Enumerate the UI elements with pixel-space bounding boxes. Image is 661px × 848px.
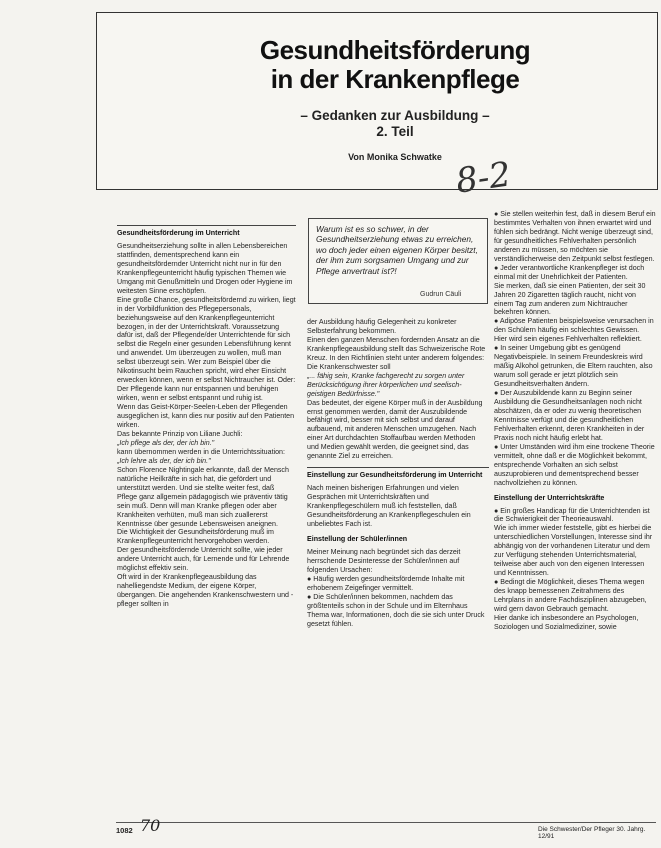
page-number: 1082	[116, 826, 133, 835]
bullet-item: ● Häufig werden gesundheitsfördernde Inhalte mit erhobenem Zeigefinger vermittelt.	[307, 574, 465, 592]
paragraph: Schon Florence Nightingale erkannte, daß der Mensch natürliche Heilkräfte in sich hat, die gefördert und unterstützt werden. Und sie stellte weiter fest, daß Pflege ganz allgemein pädagogisch wie präventiv tätig sein muß. Denn will man Kranke pflegen oder aber Krankheiten verhüten, muß man sich zuallererst Kenntnisse über gesunde Lebensweisen aneignen.	[117, 465, 289, 528]
article-header	[160, 36, 630, 162]
article-subtitle	[160, 108, 630, 140]
bullet-item: ● Bedingt die Möglichkeit, dieses Thema wegen des knapp bemessenen Zeitrahmens des Lehrplans in andere Fachdisziplinen abzugeben, wird gern davon Gebrauch gemacht.	[494, 578, 647, 613]
bullet-item: ● Ein großes Handicap für die Unterrichtenden ist die Schwierigkeit der Theorieauswahl.	[494, 506, 650, 524]
title-line-1: Gesundheitsförderung	[259, 35, 531, 65]
paragraph: Wie ich immer wieder feststelle, gibt es hierbei die unterschiedlichen Vorstellungen, Interesse sind ihr abhängig von der vorhandenen Literatur und dem zur Verfügung stehenden Unterrichtsmaterial, teilweise aber auch von den eigenen Interessen und Kenntnissen.	[494, 524, 653, 578]
footer-rule	[116, 822, 656, 823]
bullet-item: ● Die Schüler/innen bekommen, nachdem das größtenteils schon in der Schule und im Elternhaus Thema war, Informationen, doch die sie sich unter Druck gesetzt fühlen.	[307, 592, 485, 628]
article-title	[160, 36, 630, 94]
inline-quote: „... fähig sein, Kranke fachgerecht zu sorgen unter Berücksichtigung ihrer körperlichen und seelisch-geistigen Bedürfnisse."	[307, 371, 465, 398]
paragraph: Hier danke ich insbesondere an Psychologen, Soziologen und Sozialmediziner, sowie	[494, 613, 639, 631]
paragraph: der Ausbildung häufig Gelegenheit zu konkreter Selbsterfahrung bekommen.	[307, 318, 457, 335]
paragraph: Eine große Chance, gesundheitsfördernd zu wirken, liegt in der Vorbildfunktion des Pflegepersonals, beziehungsweise auf den Krankenpflegeunterricht bezogen, in der der Unterrichtskraft. Voraussetzung dafür ist, daß der Pflegende/der Unterrichtende für sich selbst die Regeln einer gesunden Lebensführung kennt und anwendet. Um überzeugen zu wollen, muß man selbst überzeugt sein. Wer zum Beispiel über die Nikotinsucht beim Rauchen spricht, wird eher Einsicht erwecken können, wenn er selbst Nichtraucher ist. Oder: Der Pflegende kann nur entspannen und beruhigen wirken, wenn er selbst entspannt und ruhig ist.	[117, 295, 296, 403]
paragraph: Meiner Meinung nach begründet sich das derzeit herrschende Desinteresse der Schüler/innen auf folgenden Ursachen:	[307, 547, 461, 574]
bullet-item: ● Sie stellen weiterhin fest, daß in diesem Beruf ein bestimmtes Verhalten von ihnen erwartet wird und fühlen sich bedrängt. Nicht wenige überzeugt sind, für gesundheitliches Fehlverhalten persönlich anderen zu müssen, so möchten sie verständlicherweise den Zeitpunkt selbst festlegen.	[494, 210, 656, 263]
paragraph: Hier wird sein eigenes Fehlverhalten reflektiert.	[494, 335, 642, 344]
bullet-item: ● Adipöse Patienten beispielsweise verursachen in den Schülern häufig ein schlechtes Gewissen.	[494, 317, 654, 335]
inline-quote: „Ich pflege als der, der ich bin."	[117, 438, 215, 447]
subtitle-line-2: 2. Teil	[376, 124, 414, 139]
bullet-item: ● Jeder verantwortliche Krankenpfleger ist doch einmal mit der Unehrlichkeit der Patienten.	[494, 263, 645, 281]
author-byline: Von Monika Schwatke	[348, 152, 442, 162]
inline-quote: „Ich lehre als der, der ich bin."	[117, 456, 211, 465]
column-1	[117, 225, 296, 812]
paragraph: Einen den ganzen Menschen fordernden Ansatz an die Krankenpflegeausbildung stellt das Schweizerische Rote Kreuz. In den Richtlinien steht unter anderem folgendes:	[307, 335, 486, 362]
paragraph: Wenn das Geist-Körper-Seelen-Leben der Pflegenden ausgeglichen ist, kann dies nur positiv auf den Patienten wirken.	[117, 403, 295, 430]
paragraph: Gesundheitserziehung sollte in allen Lebensbereichen stattfinden, dementsprechend kann ein gesundheitsfördernder Unterricht nicht nur in für den Krankenpflegeunterricht häufig typischen Themen wie Umgang mit Genußmitteln und Drogen oder Hygiene im weitesten Sinne erschöpfen.	[117, 241, 293, 295]
section-heading: Gesundheitsförderung im Unterricht	[117, 225, 296, 238]
paragraph: Die Krankenschwester soll	[307, 362, 391, 371]
title-line-2: in der Krankenpflege	[270, 64, 520, 94]
pull-quote-author: Gudrun Cäuli	[420, 291, 462, 298]
paragraph: Nach meinen bisherigen Erfahrungen und vielen Gesprächen mit Unterrichtskräften und Krankenpflegeschülern muß ich feststellen, daß Gesundheitsförderung an Krankenpflegeschulen ein unbeliebtes Fach ist.	[307, 484, 471, 529]
handwritten-page-mark: 70	[140, 816, 161, 835]
section-heading: Einstellung der Unterrichtskräfte	[494, 493, 605, 502]
paragraph: Das bekannte Prinzip von Liliane Juchli:	[117, 429, 243, 438]
paragraph: kann übernommen werden in die Unterrichtssituation:	[117, 447, 285, 456]
subtitle-line-1: – Gedanken zur Ausbildung –	[300, 108, 490, 123]
paragraph: Die Wichtigkeit der Gesundheitsförderung muß im Krankenpflegeunterricht hervorgehoben werden.	[117, 528, 274, 546]
section-heading: Einstellung zur Gesundheitsförderung im Unterricht	[307, 467, 489, 480]
bullet-item: ● Der Auszubildende kann zu Beginn seiner Ausbildung die Gesundheitsanlagen noch nicht abschätzen, da er oder zu wenig theoretischen Kenntnisse verfügt und die gesundheitlichen Fehlverhalten erkennt, deren Krankheiten in der Praxis noch nicht häufig erlebt hat.	[494, 389, 645, 442]
section-heading: Einstellung der Schüler/innen	[307, 534, 408, 543]
paragraph: Oft wird in der Krankenpflegeausbildung das nahelliegendste Medium, der eigene Körper, übergangen. Die angehenden Krankenschwestern und -pfleger sollten in	[117, 573, 294, 609]
column-2	[307, 318, 489, 808]
bullet-item: ● In seiner Umgebung gibt es genügend Negativbeispiele. In seinem Freundeskreis wird mäßig Alkohol getrunken, die Eltern rauchten, also warum soll gerade er jetzt plötzlich sein Gesundheitsverhalten ändern.	[494, 344, 653, 389]
pull-quote-text: Warum ist es so schwer, in der Gesundheitserziehung etwas zu erreichen, wo doch jeder einen eigenen Körper besitzt, der ihm zum sorgsamen Umgang und zur Pflege anvertraut ist?!	[316, 224, 478, 276]
column-3	[494, 210, 657, 816]
bullet-item: ● Unter Umständen wird ihm eine trockene Theorie vermittelt, ohne daß er die Möglichkeit bekommt, entsprechende Vorhalten an sich selbst auszuprobieren und dementsprechend besser nachvollziehen zu können.	[494, 442, 655, 487]
paragraph: Das bedeutet, der eigene Körper muß in der Ausbildung ernst genommen werden, damit der Auszubildende befähigt wird, besser mit sich selbst und darauf aufbauend, mit anderen Menschen umzugehen. Nach einer Art durchdachten Stoffaufbau werden Methoden und Medien gewählt werden, die geeignet sind, das genannte Ziel zu erreichen.	[307, 398, 483, 461]
journal-reference: Die Schwester/Der Pfleger 30. Jahrg. 12/91	[538, 826, 646, 840]
paragraph: Der gesundheitsfördernde Unterricht sollte, wie jeder andere Unterricht auch, für Lernende und für Lehrende möglichst effektiv sein.	[117, 546, 290, 573]
handwritten-annotation: 8-2	[453, 154, 514, 202]
paragraph: Sie merken, daß sie einen Patienten, der seit 30 Jahren 20 Zigaretten täglich raucht, nicht von einem Tag zum anderen zum Nichtraucher bekehren können.	[494, 281, 646, 317]
